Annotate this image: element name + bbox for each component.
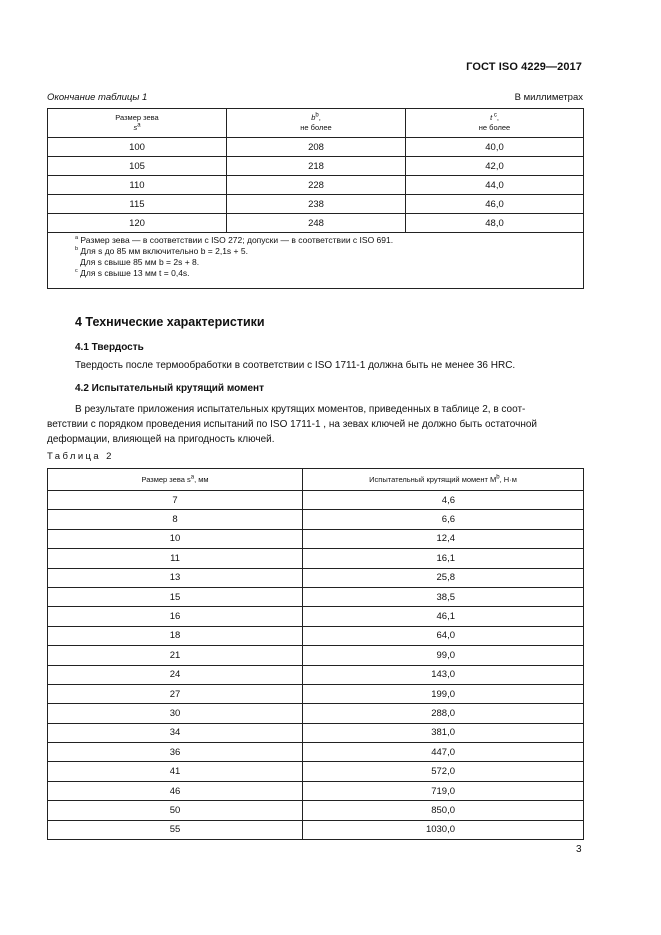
table-cell: 36 — [48, 743, 303, 762]
table1-header-t-label: не более — [478, 123, 511, 132]
table1-notes — [48, 233, 584, 289]
table-cell: 105 — [48, 157, 227, 176]
table-row — [48, 214, 584, 233]
table-cell: 30 — [48, 704, 303, 723]
table-row — [48, 801, 584, 820]
table-cell: 24 — [48, 665, 303, 684]
table-row — [48, 626, 584, 645]
table-cell: 13 — [48, 568, 303, 587]
table-cell: 7 — [48, 491, 303, 510]
paragraph-line: деформации, влияющей на пригодность ключей. — [47, 434, 275, 445]
table-cell: 41 — [48, 762, 303, 781]
table-cell: 16 — [48, 607, 303, 626]
table-cell: 18 — [48, 626, 303, 645]
table-row — [48, 491, 584, 510]
table-cell: 25,8 — [303, 568, 584, 587]
table-cell: 381,0 — [303, 723, 584, 742]
paragraph-line: В результате приложения испытательных крутящих моментов, приведенных в таблице 2, в соот- — [75, 404, 526, 415]
table-cell: 34 — [48, 723, 303, 742]
table-cell: 46,0 — [406, 195, 584, 214]
table-cell: 110 — [48, 176, 227, 195]
table1-notes-row — [48, 233, 584, 289]
table-cell: 21 — [48, 646, 303, 665]
table-cell: 288,0 — [303, 704, 584, 723]
table-cell: 46 — [48, 781, 303, 800]
table-cell: 55 — [48, 820, 303, 839]
table1-header-row — [48, 109, 584, 138]
section-4-2-paragraph — [47, 402, 583, 447]
table-cell: 64,0 — [303, 626, 584, 645]
table-cell: 218 — [227, 157, 406, 176]
table1-caption: Окончание таблицы 1 — [47, 92, 148, 103]
table-cell: 1030,0 — [303, 820, 584, 839]
table-row — [48, 529, 584, 548]
section-4-1-heading: 4.1 Твердость — [75, 342, 144, 353]
table-cell: 238 — [227, 195, 406, 214]
table1-units: В миллиметрах — [514, 92, 583, 103]
table1-header-size — [48, 109, 227, 138]
table-cell: 11 — [48, 549, 303, 568]
table-row — [48, 176, 584, 195]
table-row — [48, 781, 584, 800]
footnote-a: $^a$ Размер зева — в соответствии с ISO 272; допуски — в соответствии с ISO 691. — [75, 235, 394, 245]
table-cell: 10 — [48, 529, 303, 548]
table1-header-b-symbol: $b^b$, — [311, 112, 321, 122]
table-row — [48, 157, 584, 176]
table-row — [48, 195, 584, 214]
table-cell: 719,0 — [303, 781, 584, 800]
table-cell: 850,0 — [303, 801, 584, 820]
table-cell: 42,0 — [406, 157, 584, 176]
footnote-b-continued: Для s свыше 85 мм b = 2s + 8. — [80, 257, 200, 267]
footnote-c: $^c$ Для s свыше 13 мм t = 0,4s. — [75, 268, 190, 278]
table2-body — [48, 491, 584, 840]
table-cell: 15 — [48, 587, 303, 606]
table-row — [48, 549, 584, 568]
table-cell: 38,5 — [303, 587, 584, 606]
table-cell: 572,0 — [303, 762, 584, 781]
table-row — [48, 762, 584, 781]
table2-header-size: Размер зева $s^a$, мм — [48, 469, 303, 491]
table-cell: 48,0 — [406, 214, 584, 233]
table-cell: 120 — [48, 214, 227, 233]
table-cell: 115 — [48, 195, 227, 214]
table1-header-b — [227, 109, 406, 138]
table1-header-t-symbol: t $^c$, — [490, 112, 499, 122]
table-cell: 16,1 — [303, 549, 584, 568]
table-row — [48, 665, 584, 684]
table-cell: 46,1 — [303, 607, 584, 626]
table-cell: 40,0 — [406, 138, 584, 157]
table-row — [48, 138, 584, 157]
table-row — [48, 820, 584, 839]
table-row — [48, 568, 584, 587]
table1-header-size-symbol: $s^a$ — [133, 122, 141, 132]
table1 — [47, 108, 584, 289]
table-row — [48, 607, 584, 626]
table-row — [48, 684, 584, 703]
section-4-heading: 4 Технические характеристики — [75, 315, 265, 329]
section-4-2-heading: 4.2 Испытательный крутящий момент — [75, 383, 264, 394]
table2-header-torque: Испытательный крутящий момент $M^b$, Н·м — [303, 469, 584, 491]
table-cell: 248 — [227, 214, 406, 233]
table-cell: 8 — [48, 510, 303, 529]
table-cell: 100 — [48, 138, 227, 157]
table-cell: 44,0 — [406, 176, 584, 195]
page-number: 3 — [576, 844, 582, 855]
table2-label: Таблица 2 — [47, 451, 114, 462]
table-cell: 199,0 — [303, 684, 584, 703]
table-cell: 143,0 — [303, 665, 584, 684]
table-cell: 99,0 — [303, 646, 584, 665]
table-row — [48, 646, 584, 665]
paragraph-line: ветствии с порядком проведения испытаний по ISO 1711-1 , на зевах ключей не должно быть остаточной — [47, 419, 537, 430]
table-cell: 12,4 — [303, 529, 584, 548]
table-row — [48, 510, 584, 529]
table-cell: 208 — [227, 138, 406, 157]
table-cell: 447,0 — [303, 743, 584, 762]
table2 — [47, 468, 584, 840]
table-cell: 4,6 — [303, 491, 584, 510]
table1-header-b-label: не более — [300, 123, 332, 132]
table1-header-t — [406, 109, 584, 138]
table-cell: 6,6 — [303, 510, 584, 529]
section-4-1-text: Твердость после термообработки в соответствии с ISO 1711-1 должна быть не менее 36 HRC. — [75, 360, 516, 371]
footnote-b: $^b$ Для s до 85 мм включительно b = 2,1s + 5. — [75, 246, 248, 256]
table-row — [48, 723, 584, 742]
table1-header-size-label: Размер зева — [115, 113, 159, 122]
table-row — [48, 743, 584, 762]
table-row — [48, 587, 584, 606]
table-cell: 228 — [227, 176, 406, 195]
standard-code: ГОСТ ISO 4229—2017 — [466, 61, 582, 73]
table-row — [48, 704, 584, 723]
table-cell: 50 — [48, 801, 303, 820]
table-cell: 27 — [48, 684, 303, 703]
table2-header-row — [48, 469, 584, 491]
